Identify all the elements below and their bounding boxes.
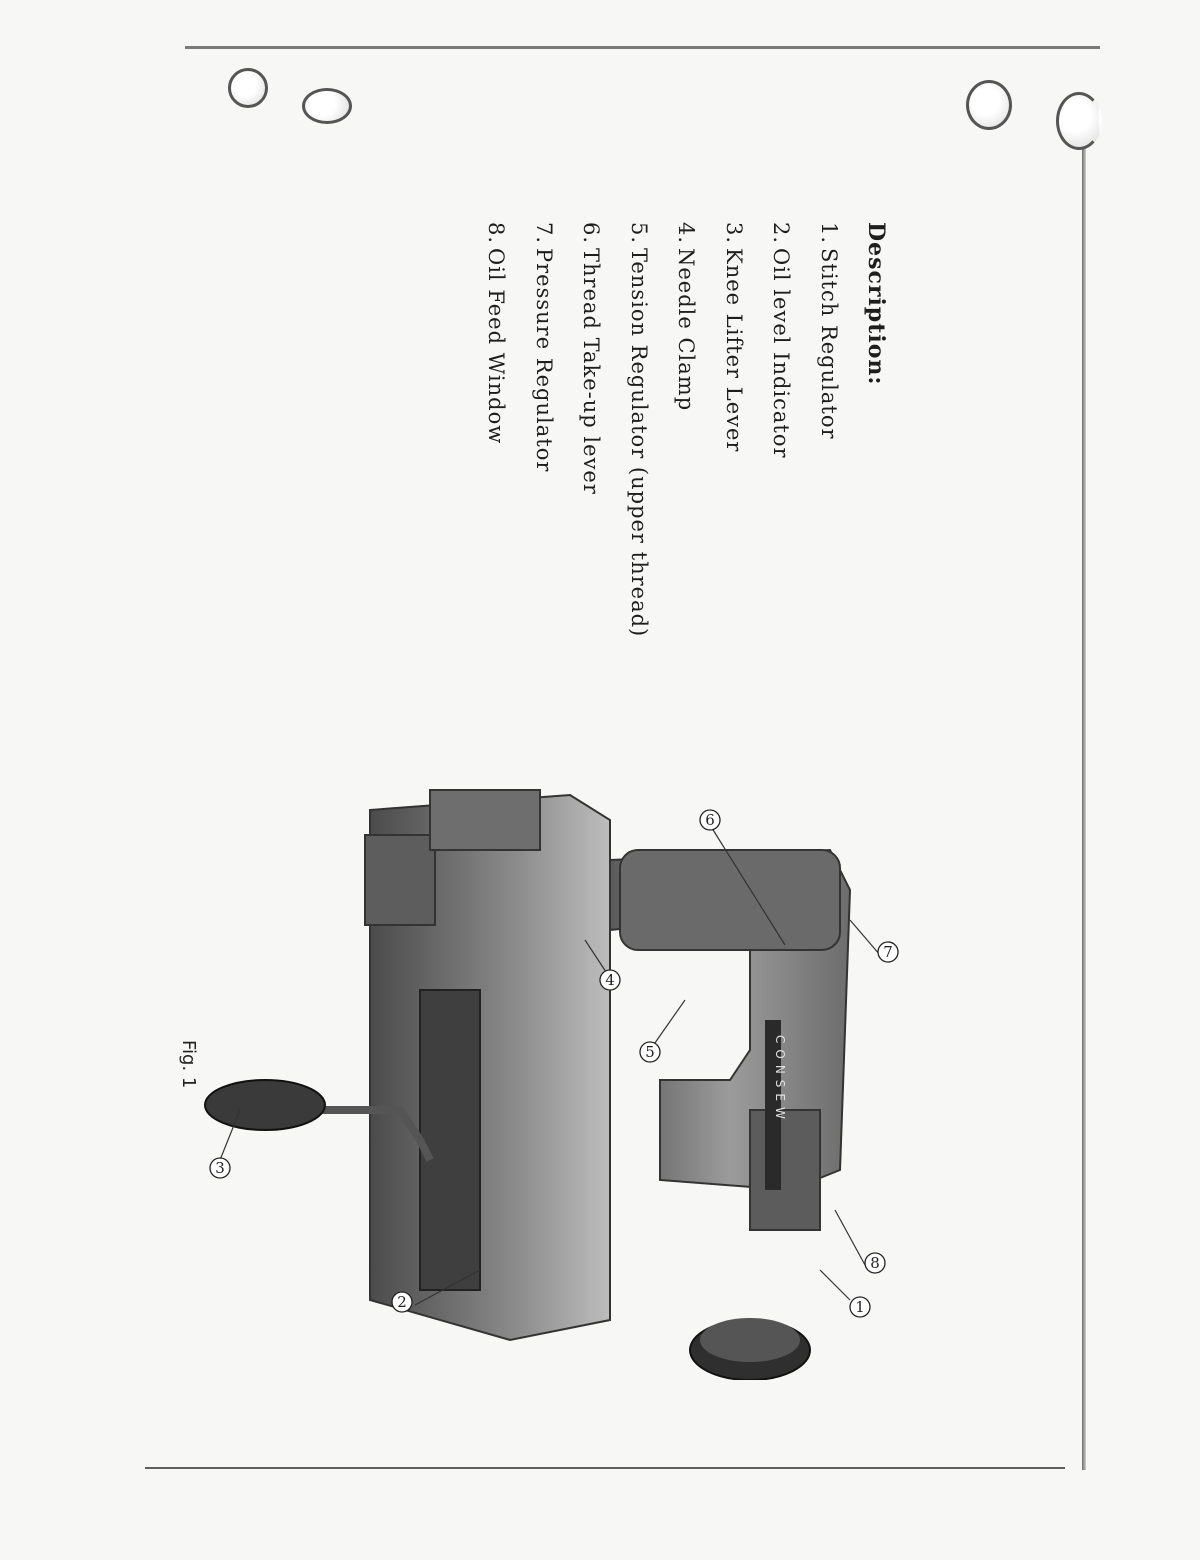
item-label: Thread Take-up lever	[579, 248, 604, 495]
page-edge-top	[185, 46, 1100, 49]
callout-7	[878, 942, 898, 962]
list-item	[805, 222, 853, 637]
page-edge-right	[1082, 140, 1086, 1470]
svg-text:4: 4	[605, 971, 615, 989]
item-label: Oil level Indicator	[769, 248, 794, 459]
item-label: Knee Lifter Lever	[722, 248, 746, 453]
svg-text:7: 7	[883, 943, 893, 961]
svg-text:2: 2	[397, 1293, 407, 1311]
svg-text:1: 1	[855, 1298, 865, 1316]
item-label: Pressure Regulator	[532, 248, 556, 473]
punch-hole-icon	[1056, 92, 1102, 150]
svg-text:3: 3	[215, 1159, 225, 1177]
item-number: 4.	[674, 222, 699, 245]
machine-arm	[610, 850, 850, 1230]
handwheel-icon	[690, 1318, 810, 1380]
item-label: Needle Clamp	[674, 248, 699, 412]
punch-hole-icon	[228, 68, 268, 108]
item-label: Stitch Regulator	[817, 248, 841, 440]
callout-5	[640, 1042, 660, 1062]
item-number: 2.	[769, 222, 794, 245]
item-number: 7.	[532, 222, 556, 245]
list-item	[567, 222, 615, 637]
item-label: Tension Regulator (upper thread)	[627, 248, 651, 638]
item-number: 5.	[627, 222, 651, 245]
callout-4	[600, 970, 620, 990]
list-item	[472, 222, 520, 637]
item-number: 8.	[484, 222, 509, 245]
figure-caption: Fig. 1	[178, 1040, 199, 1089]
description-heading: Description:	[863, 222, 889, 386]
list-item	[615, 222, 663, 637]
item-number: 1.	[817, 222, 841, 245]
description-block	[472, 222, 900, 637]
item-number: 6.	[579, 222, 604, 245]
machine-base	[365, 790, 610, 1340]
list-item	[710, 222, 758, 637]
page-edge-bottom	[145, 1467, 1065, 1469]
parts-list	[472, 222, 852, 637]
punch-hole-icon	[966, 80, 1012, 130]
svg-text:5: 5	[645, 1043, 655, 1061]
callout-3	[210, 1158, 230, 1178]
list-item	[662, 222, 710, 637]
callout-1	[850, 1297, 870, 1317]
callout-6	[700, 810, 720, 830]
item-number: 3.	[722, 222, 746, 245]
list-item	[757, 222, 805, 637]
svg-text:6: 6	[705, 811, 715, 829]
callout-8	[865, 1253, 885, 1273]
svg-text:8: 8	[870, 1254, 880, 1272]
brand-label: CONSEW	[773, 1035, 787, 1125]
item-label: Oil Feed Window	[484, 248, 509, 445]
callout-2	[392, 1292, 412, 1312]
list-item	[520, 222, 568, 637]
sewing-machine-figure	[190, 780, 910, 1380]
punch-hole-icon	[302, 88, 352, 124]
